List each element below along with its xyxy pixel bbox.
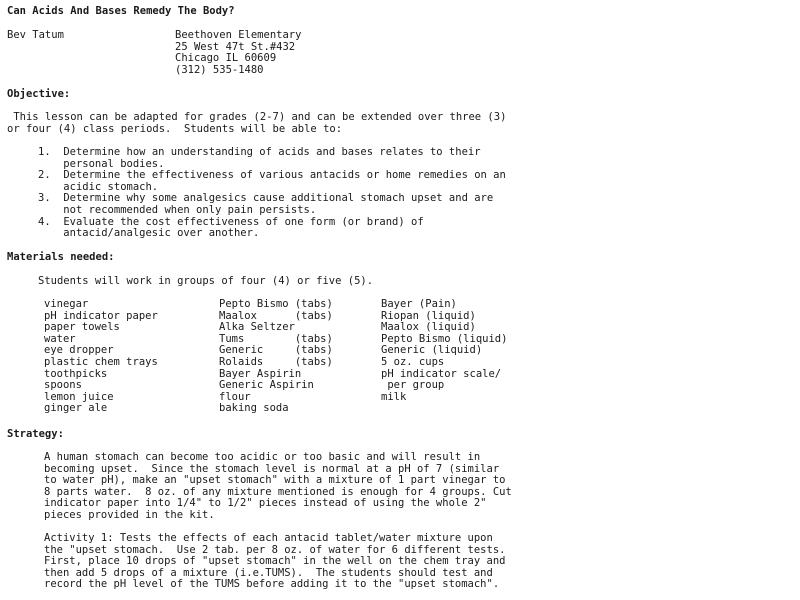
- objective-intro-line: This lesson can be adapted for grades (2-7) and can be extended over three (3): [7, 111, 507, 123]
- material-item: milk: [381, 390, 407, 403]
- objective-heading: Objective:: [7, 88, 71, 100]
- item-number: 4.: [38, 215, 51, 228]
- address-line: Chicago IL 60609: [175, 52, 277, 65]
- material-item: Generic Aspirin: [219, 379, 314, 392]
- strategy-line: pieces provided in the kit.: [44, 508, 215, 521]
- item-number: 3.: [38, 192, 51, 205]
- material-item: vinegar: [44, 298, 89, 310]
- material-item: spoons: [44, 379, 82, 392]
- item-text: personal bodies.: [63, 157, 165, 170]
- materials-intro: Students will work in groups of four (4) or five (5).: [38, 275, 374, 287]
- material-item: pH indicator paper: [44, 309, 158, 322]
- materials-heading: Materials needed:: [7, 251, 115, 263]
- address-line: 25 West 47t St.#432: [175, 40, 296, 53]
- material-item: paper towels: [44, 321, 120, 334]
- item-text: Determine why some analgesics cause additional stomach upset and are: [63, 192, 494, 205]
- item-number: 1.: [38, 146, 51, 158]
- strategy-line: 8 parts water. 8 oz. of any mixture mentioned is enough for 4 groups. Cut: [44, 485, 512, 498]
- material-item: flour: [219, 390, 251, 403]
- school-address: [175, 30, 301, 76]
- objective-intro: [7, 112, 506, 135]
- material-item: Maalox (liquid): [381, 321, 476, 334]
- item-text: not recommended when only pain persists.: [63, 203, 317, 216]
- material-item: pH indicator scale/: [381, 367, 502, 380]
- material-item: Riopan (liquid): [381, 309, 476, 322]
- document-title: Can Acids And Bases Remedy The Body?: [7, 5, 235, 17]
- material-item: Tums (tabs): [219, 332, 333, 345]
- material-item: Pepto Bismo (liquid): [381, 332, 508, 345]
- item-text: Determine how an understanding of acids and bases relates to their: [63, 146, 481, 158]
- material-item: Alka Seltzer: [219, 321, 295, 334]
- material-item: Bayer Aspirin: [219, 367, 302, 380]
- material-item: water: [44, 332, 76, 345]
- material-item: 5 oz. cups: [381, 355, 445, 368]
- materials-column-2: [219, 299, 333, 415]
- material-item: Generic (tabs): [219, 344, 333, 357]
- item-number: 2.: [38, 169, 51, 182]
- item-text: Evaluate the cost effectiveness of one form (or brand) of: [63, 215, 424, 228]
- strategy-line: A human stomach can become too acidic or too basic and will result in: [44, 451, 481, 463]
- strategy-line: Activity 1: Tests the effects of each antacid tablet/water mixture upon: [44, 532, 493, 544]
- address-line: Beethoven Elementary: [175, 29, 302, 41]
- objective-item-4-cont: [38, 228, 506, 240]
- material-item: Bayer (Pain): [381, 298, 457, 310]
- materials-column-3: [381, 299, 507, 403]
- strategy-line: the "upset stomach. Use 2 tab. per 8 oz. of water for 6 different tests.: [44, 543, 506, 556]
- material-item: Maalox (tabs): [219, 309, 333, 322]
- objective-list: [38, 147, 506, 240]
- strategy-line: to water pH), make an "upset stomach" with a mixture of 1 part vinegar to: [44, 474, 506, 487]
- strategy-paragraph-1: [44, 452, 512, 522]
- material-item: per group: [381, 379, 445, 392]
- material-item: toothpicks: [44, 367, 108, 380]
- author-name: Bev Tatum: [7, 29, 64, 41]
- item-text: acidic stomach.: [63, 180, 159, 193]
- strategy-paragraph-2: [44, 533, 505, 591]
- material-item: Pepto Bismo (tabs): [219, 298, 333, 310]
- item-text: antacid/analgesic over another.: [63, 227, 260, 240]
- address-line: (312) 535-1480: [175, 63, 264, 76]
- strategy-line: becoming upset. Since the stomach level is normal at a pH of 7 (similar: [44, 462, 500, 475]
- strategy-line: indicator paper into 1/4" to 1/2" pieces instead of using the whole 2": [44, 497, 487, 510]
- materials-column-1: [44, 299, 158, 415]
- material-item: Generic (liquid): [381, 344, 483, 357]
- strategy-heading: Strategy:: [7, 428, 64, 440]
- material-item: eye dropper: [44, 344, 114, 357]
- material-item: ginger ale: [44, 402, 108, 415]
- material-item: lemon juice: [44, 390, 114, 403]
- strategy-line: then add 5 drops of a mixture (i.e.TUMS). The students should test and: [44, 566, 493, 579]
- material-item: plastic chem trays: [44, 355, 158, 368]
- material-item: Rolaids (tabs): [219, 355, 333, 368]
- objective-intro-line: or four (4) class periods. Students will be able to:: [7, 122, 343, 135]
- strategy-line: record the pH level of the TUMS before adding it to the "upset stomach".: [44, 578, 500, 591]
- strategy-line: First, place 10 drops of "upset stomach" in the well on the chem tray and: [44, 555, 506, 568]
- material-item: baking soda: [219, 402, 289, 415]
- item-text: Determine the effectiveness of various antacids or home remedies on an: [63, 169, 506, 182]
